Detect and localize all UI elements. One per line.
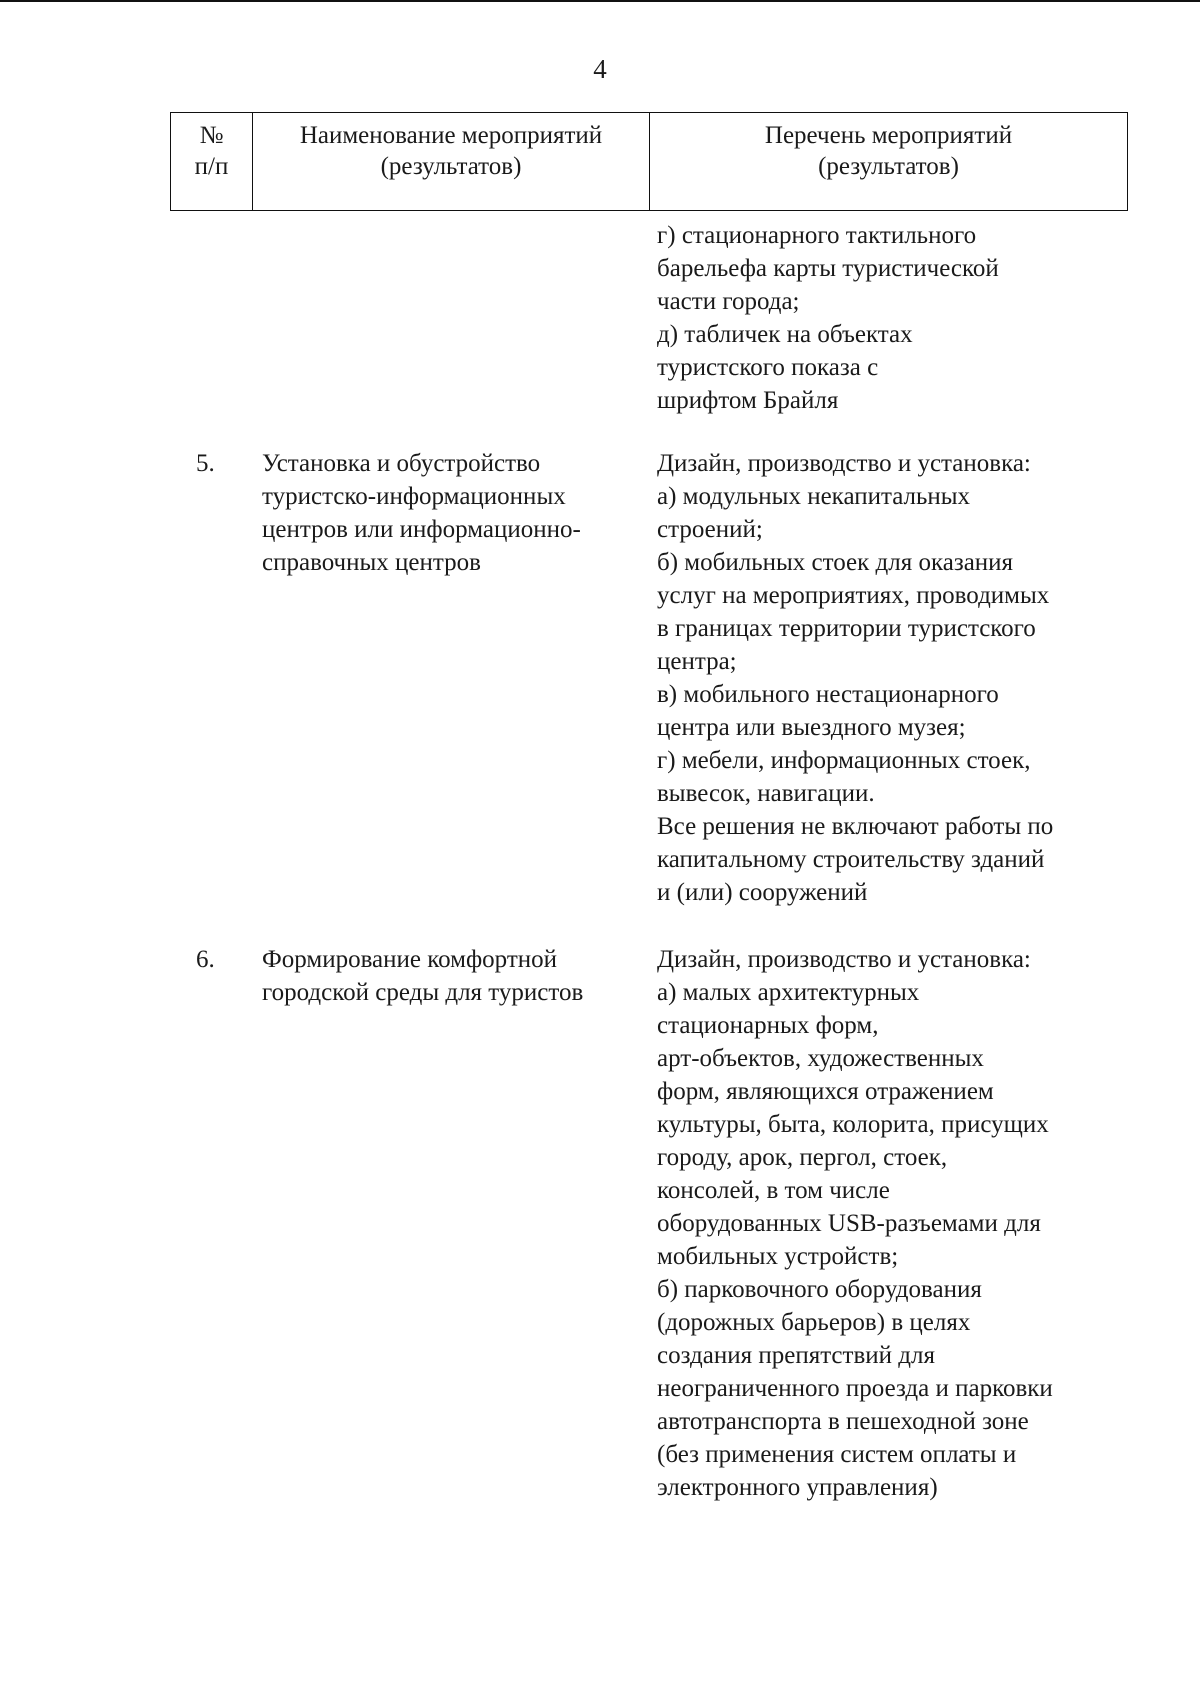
row-list-line: консолей, в том числе	[657, 1177, 890, 1204]
row-list-line: услуг на мероприятиях, проводимых	[657, 582, 1050, 609]
row-list-line: б) мобильных стоек для оказания	[657, 549, 1014, 576]
header-number-line: п/п	[194, 153, 229, 180]
row-list-line: центра;	[657, 648, 737, 675]
row-list-line: капитальному строительству зданий	[657, 846, 1045, 873]
continuation-line: шрифтом Брайля	[657, 387, 839, 414]
header-list-column	[650, 113, 1127, 210]
row-list-line: Дизайн, производство и установка:	[657, 946, 1031, 973]
row-name-line: городской среды для туристов	[262, 979, 584, 1006]
header-number-line: №	[199, 122, 224, 149]
top-rule	[0, 0, 1200, 2]
page-number: 4	[593, 54, 607, 84]
continuation-line: д) табличек на объектах	[657, 321, 913, 348]
row-list-line: электронного управления)	[657, 1474, 938, 1501]
row-name-line: центров или информационно-	[262, 516, 581, 543]
header-list-line: Перечень мероприятий	[764, 122, 1013, 149]
header-number-column	[171, 113, 253, 210]
row-list-line: автотранспорта в пешеходной зоне	[657, 1408, 1029, 1435]
row-list-line: г) мебели, информационных стоек,	[657, 747, 1031, 774]
continuation-line: барельефа карты туристической	[657, 255, 999, 282]
row-list-line: (дорожных барьеров) в целях	[657, 1309, 971, 1336]
row-list-line: в границах территории туристского	[657, 615, 1036, 642]
header-name-column	[253, 113, 650, 210]
row-name-line: Установка и обустройство	[262, 450, 541, 477]
row-list-line: (без применения систем оплаты и	[657, 1441, 1017, 1468]
continuation-line: части города;	[657, 288, 800, 315]
row-number: 6.	[196, 946, 215, 973]
row-list-line: Все решения не включают работы по	[657, 813, 1054, 840]
row-list-line: а) модульных некапитальных	[657, 483, 971, 510]
row-list-line: а) малых архитектурных	[657, 979, 920, 1006]
row-list-line: создания препятствий для	[657, 1342, 935, 1369]
row-name-line: справочных центров	[262, 549, 481, 576]
continuation-list	[657, 219, 1127, 417]
row-list-line: Дизайн, производство и установка:	[657, 450, 1031, 477]
row-list-line: городу, арок, пергол, стоек,	[657, 1144, 948, 1171]
row-list	[657, 447, 1127, 909]
row-list-line: вывесок, навигации.	[657, 780, 875, 807]
row-list-line: мобильных устройств;	[657, 1243, 899, 1270]
row-name	[262, 447, 652, 579]
row-list-line: арт-объектов, художественных	[657, 1045, 984, 1072]
row-number: 5.	[196, 450, 215, 477]
row-list-line: неограниченного проезда и парковки	[657, 1375, 1053, 1402]
row-list-line: оборудованных USB-разъемами для	[657, 1210, 1041, 1237]
continuation-line: г) стационарного тактильного	[657, 222, 977, 249]
row-list-line: и (или) сооружений	[657, 879, 868, 906]
header-name-line: (результатов)	[380, 153, 522, 180]
header-name-line: Наименование мероприятий	[299, 122, 603, 149]
row-list-line: в) мобильного нестационарного	[657, 681, 999, 708]
row-list-line: форм, являющихся отражением	[657, 1078, 994, 1105]
row-list-line: б) парковочного оборудования	[657, 1276, 982, 1303]
header-list-line: (результатов)	[818, 153, 959, 180]
continuation-line: туристского показа с	[657, 354, 879, 381]
row-name-line: туристско-информационных	[262, 483, 566, 510]
row-list	[657, 943, 1127, 1504]
row-list-line: центра или выездного музея;	[657, 714, 966, 741]
row-list-line: стационарных форм,	[657, 1012, 879, 1039]
row-list-line: строений;	[657, 516, 763, 543]
row-list-line: культуры, быта, колорита, присущих	[657, 1111, 1049, 1138]
row-name	[262, 943, 652, 1009]
table-header	[170, 112, 1128, 211]
row-name-line: Формирование комфортной	[262, 946, 558, 973]
